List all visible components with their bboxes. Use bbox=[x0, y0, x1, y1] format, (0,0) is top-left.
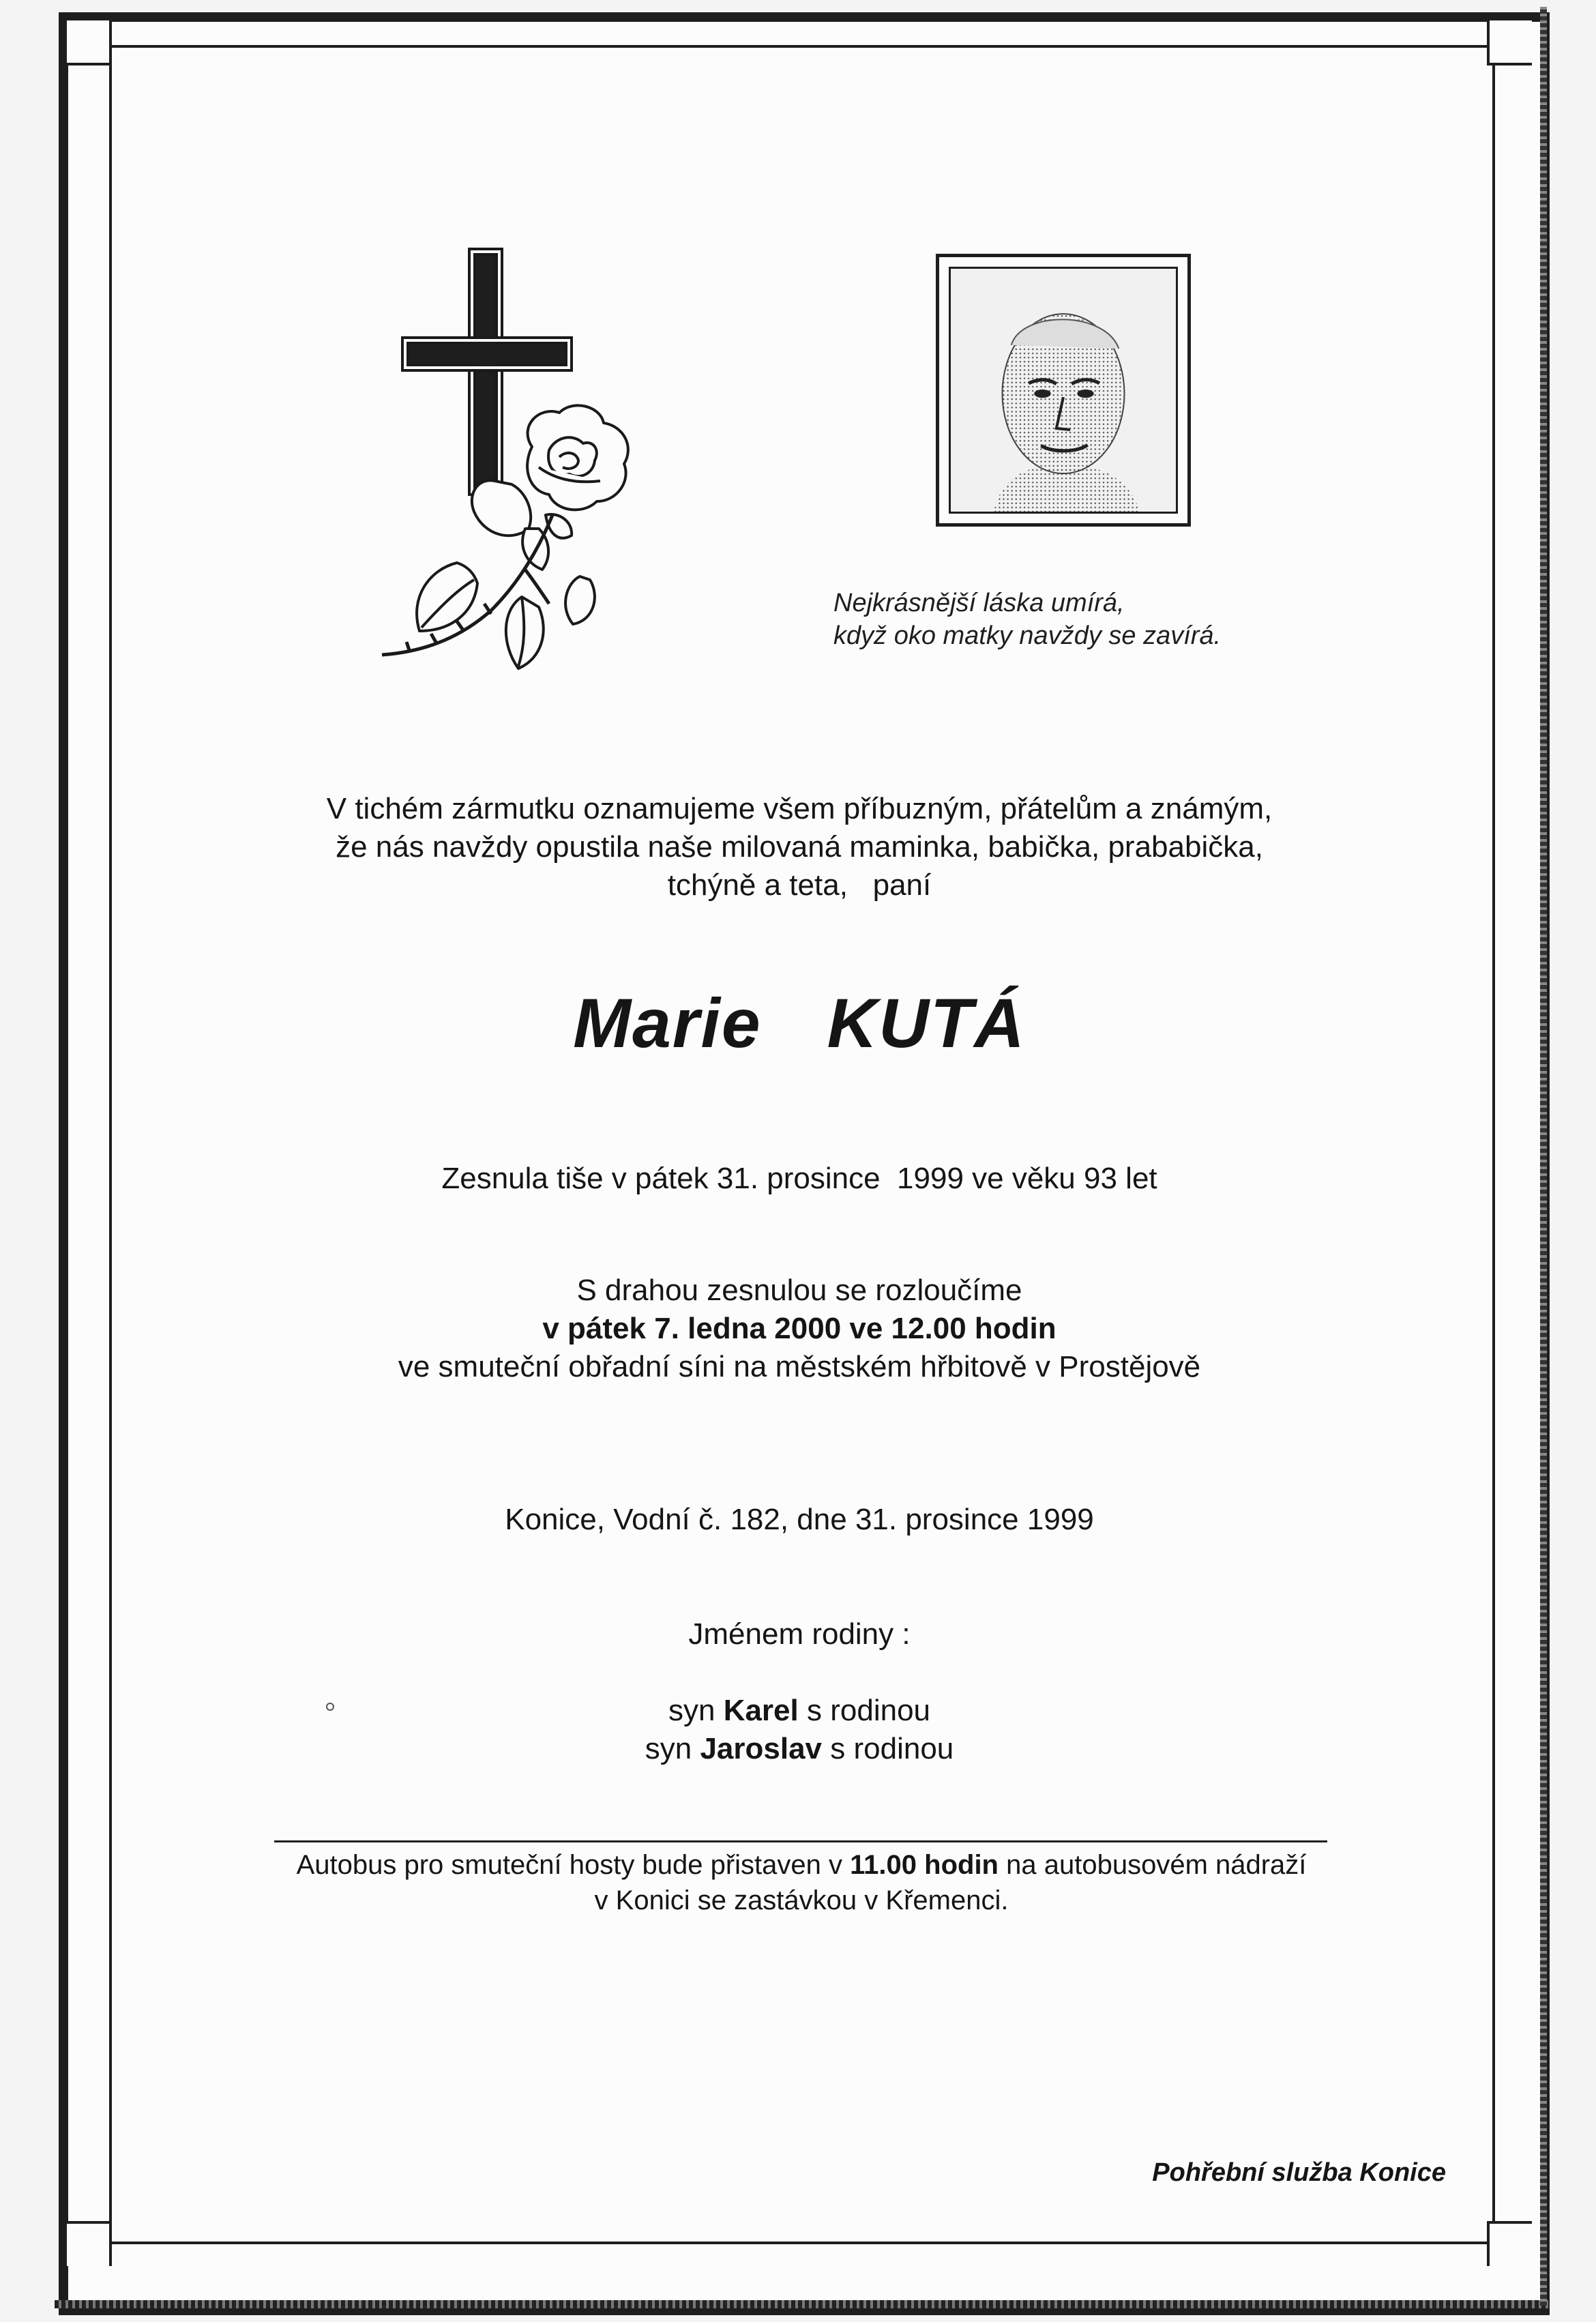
family-heading: Jménem rodiny : bbox=[688, 1617, 911, 1651]
farewell-info bbox=[109, 1272, 1490, 1386]
cross-rose-illustration bbox=[355, 242, 682, 740]
son-karel-name: Karel bbox=[723, 1694, 799, 1727]
son-jaroslav: syn Jaroslav s rodinou bbox=[645, 1732, 954, 1765]
announcement-paragraph bbox=[109, 790, 1490, 905]
divider-line bbox=[274, 1840, 1327, 1842]
corner-notch-top-right bbox=[1487, 20, 1532, 65]
rose-icon bbox=[417, 405, 628, 668]
announcement-line-2: že nás navždy opustila naše milovaná maminka, babička, prababička, bbox=[336, 830, 1263, 864]
bus-notice bbox=[259, 1847, 1344, 1918]
bus-departure-time: 11.00 hodin bbox=[850, 1850, 999, 1880]
bus-notice-line-1: Autobus pro smuteční hosty bude přistaven v 11.00 hodin na autobusovém nádraží bbox=[296, 1850, 1307, 1880]
corner-notch-bottom-left bbox=[67, 2221, 112, 2266]
scan-speck bbox=[326, 1703, 334, 1711]
portrait-photo bbox=[949, 267, 1178, 514]
corner-notch-top-left bbox=[67, 20, 112, 65]
portrait-face-icon bbox=[951, 269, 1176, 512]
border-shadow-right bbox=[1540, 7, 1547, 2306]
bus-notice-line-2: v Konici se zastávkou v Křemenci. bbox=[594, 1885, 1009, 1915]
son-jaroslav-name: Jaroslav bbox=[700, 1732, 823, 1765]
place-and-date: Konice, Vodní č. 182, dne 31. prosince 1999 bbox=[505, 1503, 1094, 1536]
deceased-first-name: Marie bbox=[573, 984, 762, 1062]
corner-notch-bottom-right bbox=[1487, 2221, 1532, 2266]
deceased-surname: KUTÁ bbox=[827, 984, 1026, 1062]
farewell-line-1: S drahou zesnulou se rozloučíme bbox=[576, 1274, 1022, 1307]
announcement-line-1: V tichém zármutku oznamujeme všem příbuzným, přátelům a známým, bbox=[326, 792, 1273, 825]
motto-line-1: Nejkrásnější láska umírá, bbox=[833, 589, 1125, 617]
deceased-name bbox=[109, 984, 1490, 1063]
son-karel: syn Karel s rodinou bbox=[668, 1694, 931, 1727]
memorial-motto bbox=[833, 587, 1379, 652]
farewell-date-time: v pátek 7. ledna 2000 ve 12.00 hodin bbox=[542, 1312, 1056, 1345]
family-signatures bbox=[109, 1692, 1490, 1768]
announcement-line-3: tchýně a teta, paní bbox=[667, 868, 932, 902]
farewell-location: ve smuteční obřadní síni na městském hřbitově v Prostějově bbox=[398, 1350, 1201, 1383]
border-shadow-bottom bbox=[55, 2300, 1548, 2308]
motto-line-2: když oko matky navždy se zavírá. bbox=[833, 621, 1222, 650]
death-date-line: Zesnula tiše v pátek 31. prosince 1999 ve věku 93 let bbox=[441, 1162, 1157, 1195]
portrait-photo-frame bbox=[936, 254, 1191, 527]
funeral-service-name: Pohřební služba Konice bbox=[1152, 2158, 1446, 2187]
